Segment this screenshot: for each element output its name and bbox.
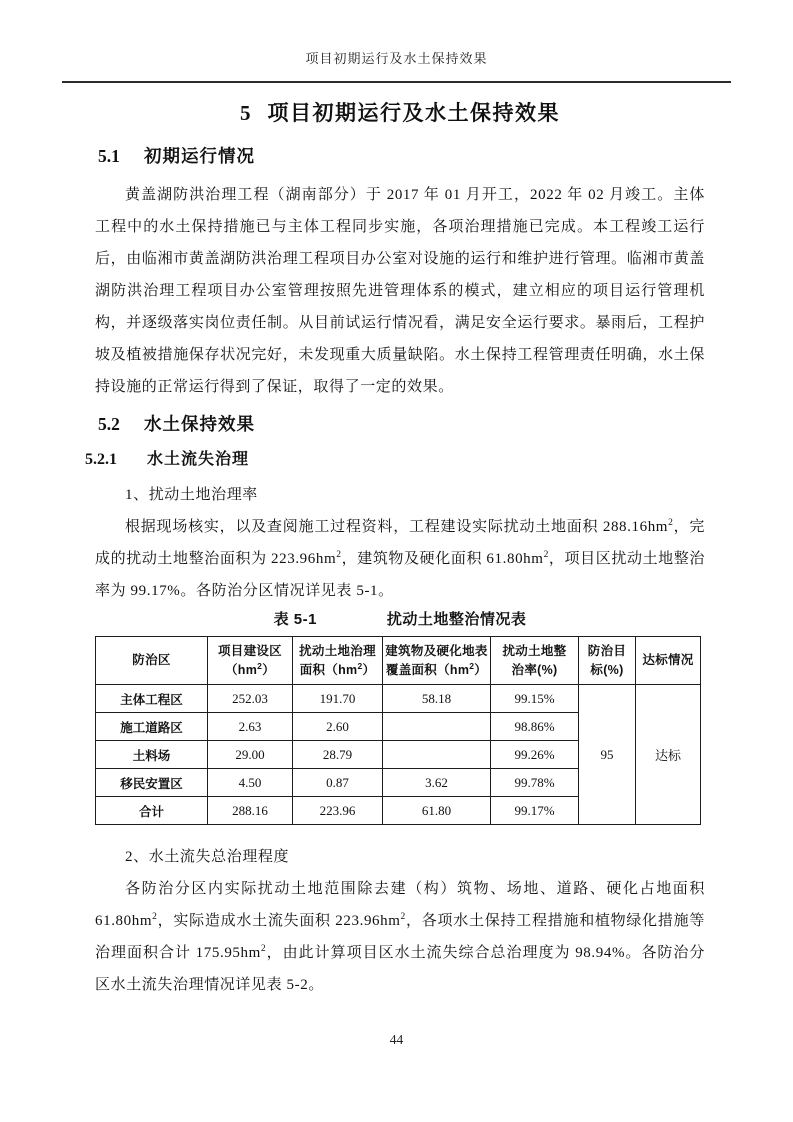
cell-zone: 移民安置区 [96, 769, 208, 797]
section-title-text: 水土保持效果 [144, 414, 255, 434]
cell-rate: 99.26% [491, 741, 579, 769]
text-segment: ，完成的扰动土地整治面积为 223.96hm [95, 519, 705, 567]
col-header-status: 达标情况 [636, 637, 701, 685]
cell-build-area: 2.63 [208, 713, 293, 741]
cell-build-area: 4.50 [208, 769, 293, 797]
chapter-title-text: 项目初期运行及水土保持效果 [267, 102, 560, 125]
superscript: 2 [400, 912, 406, 922]
paragraph-erosion-control [95, 873, 705, 1001]
cell-zone: 合计 [96, 797, 208, 825]
chapter-title [95, 99, 705, 128]
cell-covered-area [383, 741, 491, 769]
section-number: 5.1 [98, 146, 120, 166]
section-number: 5.2 [98, 414, 120, 434]
superscript: 2 [152, 912, 158, 922]
cell-treated-area: 2.60 [293, 713, 383, 741]
cell-treated-area: 28.79 [293, 741, 383, 769]
running-header-title: 项目初期运行及水土保持效果 [305, 51, 488, 66]
table-header-row [96, 637, 701, 685]
subsection-number: 5.2.1 [85, 451, 117, 468]
cell-zone: 主体工程区 [96, 685, 208, 713]
cell-covered-area: 58.18 [383, 685, 491, 713]
list-item-2: 2、水土流失总治理程度 [125, 849, 290, 865]
superscript: 2 [336, 550, 342, 560]
page-number: 44 [389, 1032, 404, 1047]
cell-zone: 土料场 [96, 741, 208, 769]
table-caption [95, 609, 705, 631]
col-header-treated-area: 扰动土地治理 面积$(hm^2)$ [293, 637, 383, 685]
text-segment: ，各项水土保持工程措施和植物绿化措施等治理面积合计 175.95hm [95, 913, 705, 961]
cell-treated-area: 223.96 [293, 797, 383, 825]
paragraph-initial-operation: 黄盖湖防洪治理工程（湖南部分）于 2017 年 01 月开工，2022 年 02 月竣工。主体工程中的水土保持措施已与主体工程同步实施，各项治理措施已完成。本工程竣工运行后，由临湘市黄盖湖防洪治理工程项目办公室对设施的运行和维护进行管理。临湘市黄盖湖防洪治理工程项目办公室管理按照先进管理体系的模式，建立相应的项目运行管理机构，并逐级落实岗位责任制。从目前试运行情况看，满足安全运行要求。暴雨后，工程护坡及植被措施保存状况完好，未发现重大质量缺陷。水土保持工程管理责任明确，水土保持设施的正常运行得到了保证，取得了一定的效果。 [95, 187, 705, 395]
cell-covered-area: 61.80 [383, 797, 491, 825]
col-header-zone: 防治区 [96, 637, 208, 685]
text-segment: ，由此计算项目区水土流失综合总治理度为 98.94%。各防治分区水土流失治理情况详见表 5-2。 [95, 945, 705, 993]
text-segment: ，项目区扰动土地整治率为 99.17%。各防治分区情况详见表 5-1。 [95, 551, 705, 599]
table-5-1 [95, 636, 701, 825]
cell-rate: 98.86% [491, 713, 579, 741]
paragraph-disturbed-land [95, 511, 705, 607]
running-header [0, 0, 793, 83]
cell-status-merged: 达标 [636, 685, 701, 825]
section-heading-5-1 [95, 144, 705, 168]
superscript: 2 [357, 660, 363, 671]
superscript: 2 [257, 660, 263, 671]
superscript: 2 [260, 944, 267, 954]
col-header-target: 防治目 标(%) [579, 637, 636, 685]
cell-zone: 施工道路区 [96, 713, 208, 741]
cell-treated-area: 191.70 [293, 685, 383, 713]
chapter-number: 5 [240, 101, 251, 125]
page-content [85, 99, 705, 1001]
section-heading-5-2 [95, 412, 705, 436]
text-segment: ，实际造成水土流失面积 223.96hm [157, 913, 401, 929]
table-row [96, 685, 701, 713]
cell-build-area: 252.03 [208, 685, 293, 713]
col-header-rate: 扰动土地整 治率(%) [491, 637, 579, 685]
superscript: 2 [543, 550, 549, 560]
superscript: 2 [469, 660, 475, 671]
table-caption-title: 扰动土地整治情况表 [386, 611, 527, 628]
cell-rate: 99.15% [491, 685, 579, 713]
cell-covered-area [383, 713, 491, 741]
cell-covered-area: 3.62 [383, 769, 491, 797]
cell-build-area: 288.16 [208, 797, 293, 825]
table-caption-label: 表 5-1 [273, 611, 317, 628]
text-segment: 根据现场核实，以及查阅施工过程资料，工程建设实际扰动土地面积 288.16hm [125, 519, 669, 535]
cell-rate: 99.17% [491, 797, 579, 825]
subsection-title-text: 水土流失治理 [147, 451, 250, 468]
cell-rate: 99.78% [491, 769, 579, 797]
superscript: 2 [668, 518, 674, 528]
cell-treated-area: 0.87 [293, 769, 383, 797]
text-segment: 各防治分区内实际扰动土地范围除去建（构）筑物、场地、道路、硬化占地面积 61.80hm [95, 881, 705, 929]
header-rule [62, 81, 731, 83]
cell-target-merged: 95 [579, 685, 636, 825]
subsection-heading-5-2-1 [85, 449, 705, 471]
section-title-text: 初期运行情况 [144, 146, 255, 166]
col-header-covered-area: 建筑物及硬化地表 覆盖面积$(hm^2)$ [383, 637, 491, 685]
text-segment: ，建筑物及硬化面积 61.80hm [341, 551, 544, 567]
cell-build-area: 29.00 [208, 741, 293, 769]
list-item-1: 1、扰动土地治理率 [125, 487, 258, 503]
col-header-build-area: 项目建设区 $(hm^2)$ [208, 637, 293, 685]
